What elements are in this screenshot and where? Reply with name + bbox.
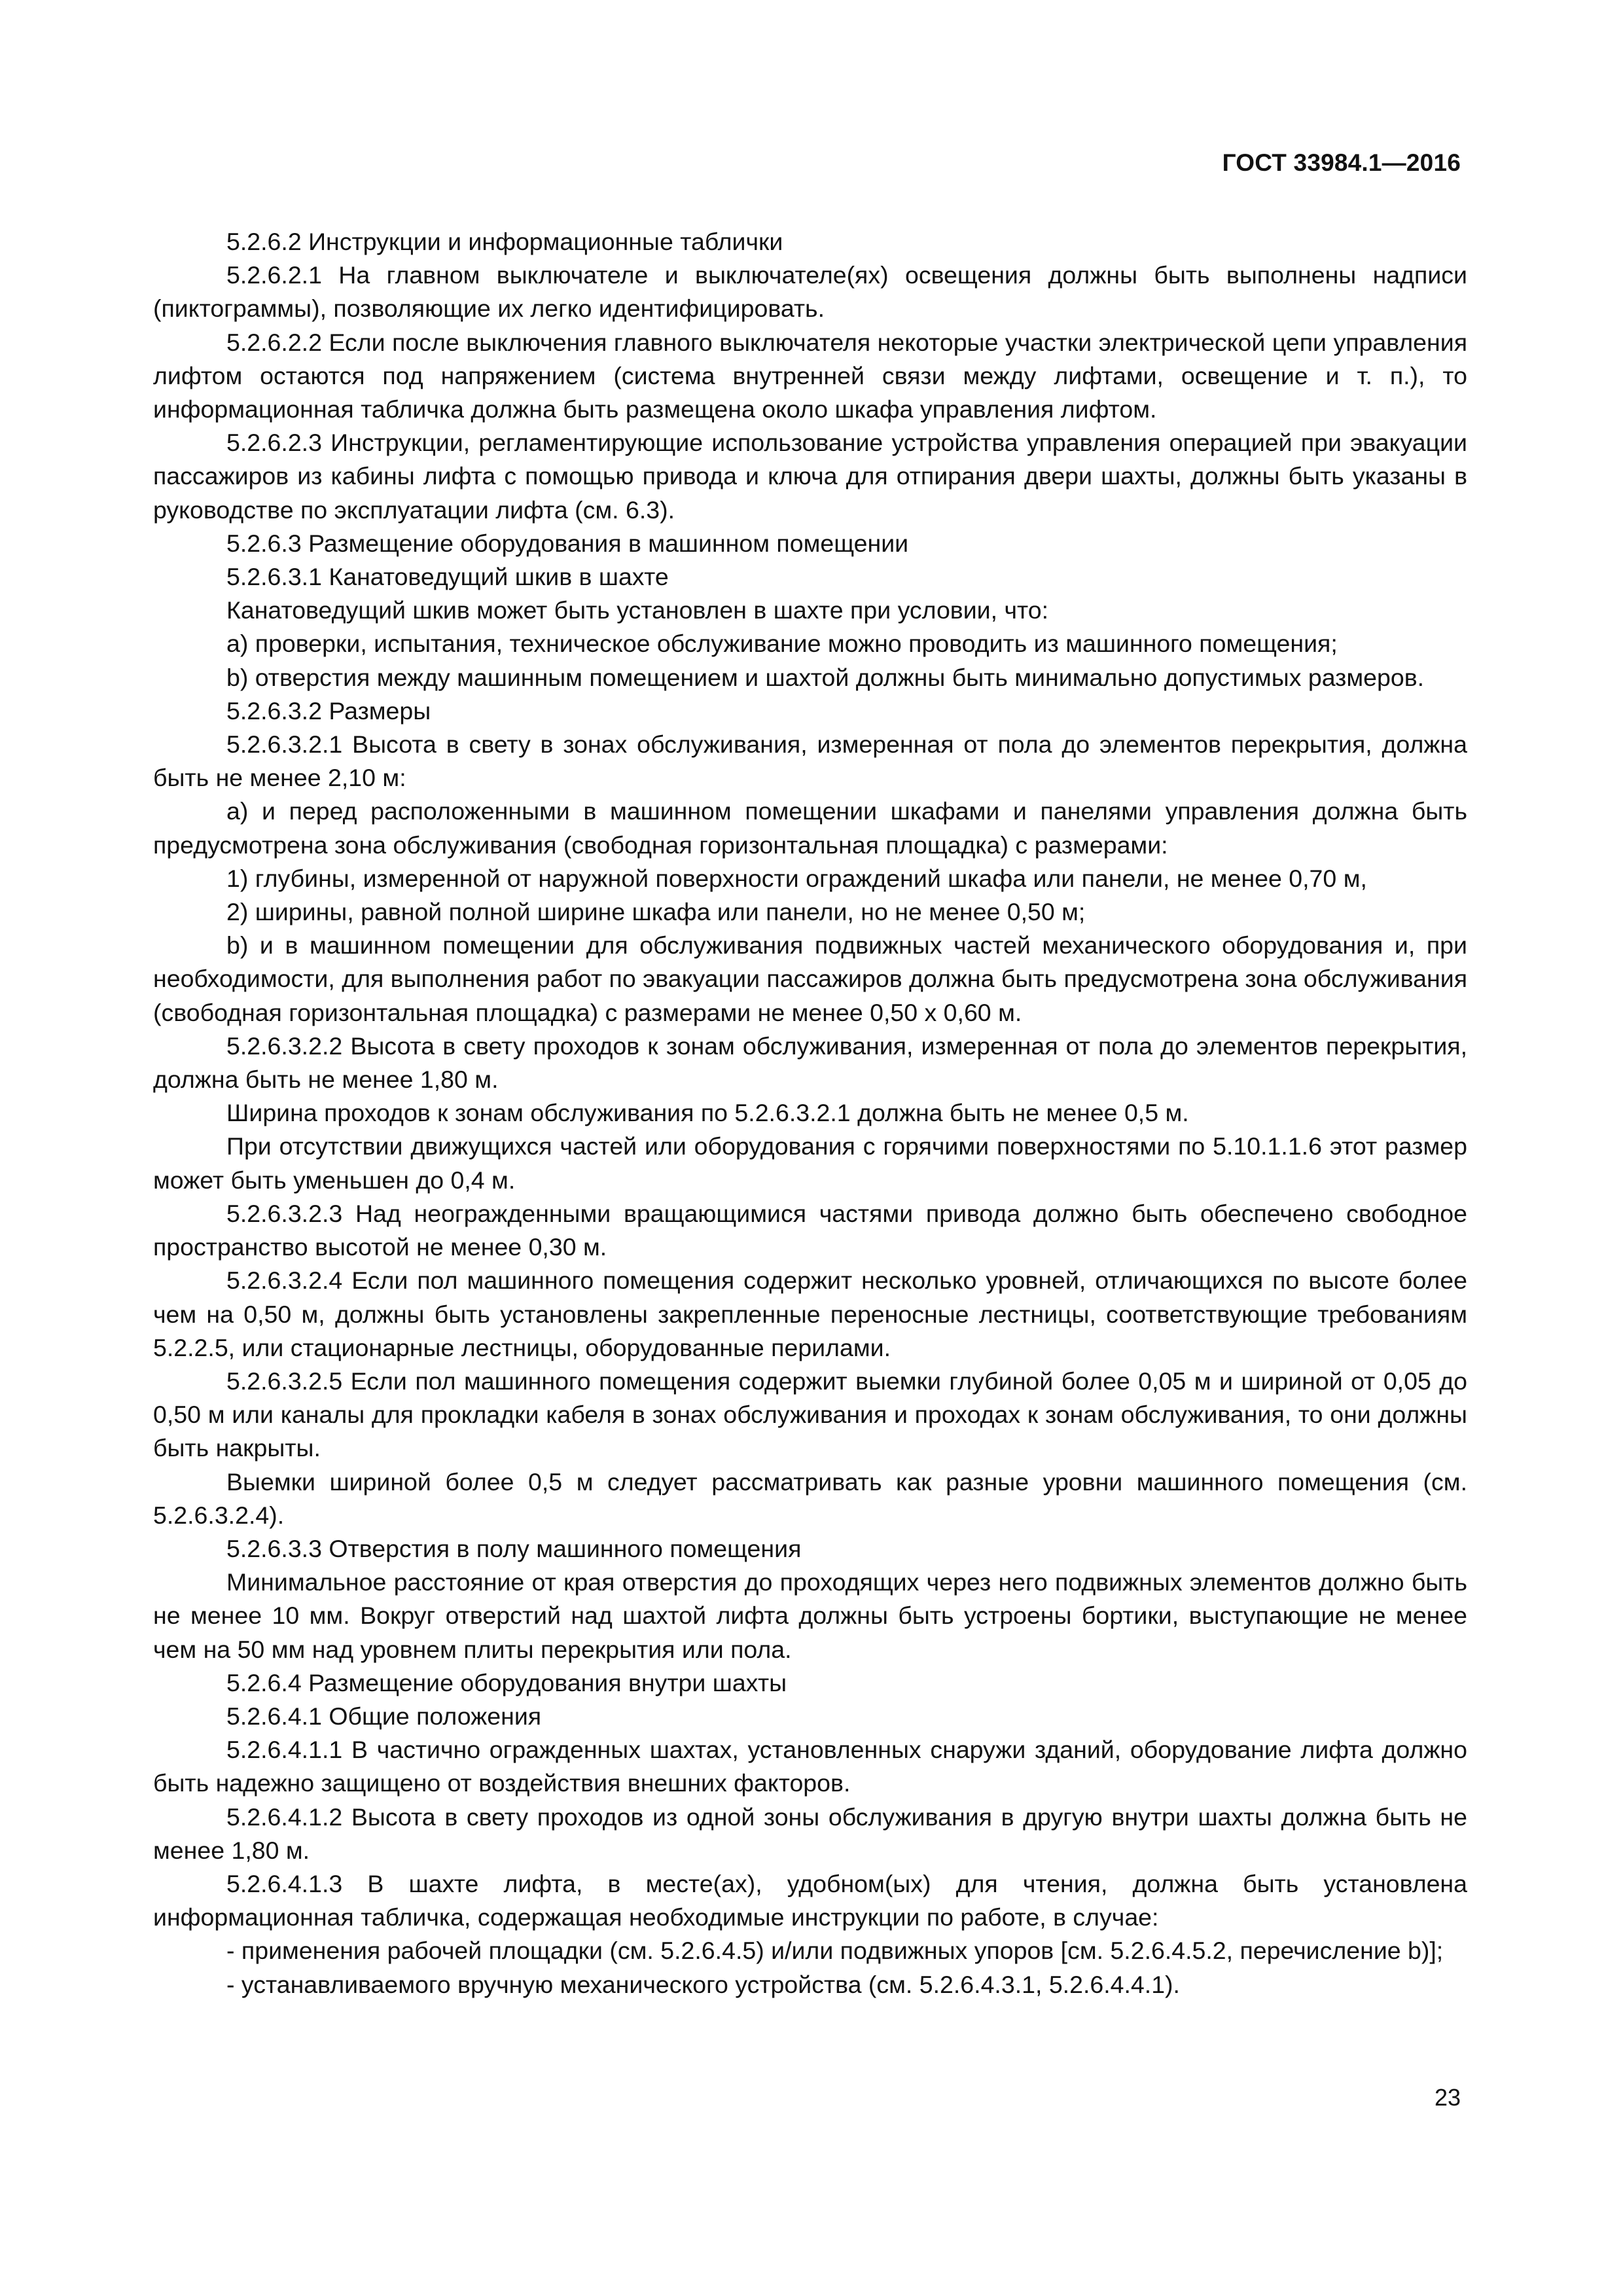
paragraph-5-2-6-4: 5.2.6.4 Размещение оборудования внутри шахты [226, 1668, 787, 1696]
paragraph-5-2-6-2: 5.2.6.2 Инструкции и информационные таблички [226, 228, 783, 255]
list-item-b-service-zone: b) и в машинном помещении для обслуживания подвижных частей механического оборудования и, при необходимости, для выполнения работ по эвакуации пассажиров должна быть предусмотрена зона обслуживания (свободная горизонтальная площадка) с размерами не менее 0,50 x 0,60 м. [153, 931, 1467, 1026]
paragraph-5-2-6-3-2-2: 5.2.6.3.2.2 Высота в свету проходов к зонам обслуживания, измеренная от пола до элементов перекрытия, должна быть не менее 1,80 м. [153, 1031, 1467, 1094]
list-item-a-service-zone: a) и перед расположенными в машинном помещении шкафами и панелями управления должна быть предусмотрена зона обслуживания (свободная горизонтальная площадка) с размерами: [153, 797, 1467, 859]
paragraph-5-2-6-3-2-3: 5.2.6.3.2.3 Над неогражденными вращающимися частями привода должно быть обеспечено свободное пространство высотой не менее 0,30 м. [153, 1199, 1467, 1261]
list-item-a: a) проверки, испытания, техническое обслуживание можно проводить из машинного помещения; [226, 630, 1338, 658]
paragraph-no-moving-parts: При отсутствии движущихся частей или оборудования с горячими поверхностями по 5.10.1.1.6 этот размер может быть уменьшен до 0,4 м. [153, 1132, 1467, 1194]
paragraph-5-2-6-2-2: 5.2.6.2.2 Если после выключения главного выключателя некоторые участки электрической цепи управления лифтом остаются под напряжением (система внутренней связи между лифтами, освещение и т. п.), то информационная табличка должна быть размещена около шкафа управления лифтом. [153, 328, 1467, 423]
paragraph-5-2-6-4-1-2: 5.2.6.4.1.2 Высота в свету проходов из одной зоны обслуживания в другую внутри шахты должна быть не менее 1,80 м. [153, 1803, 1467, 1864]
document-code-header: ГОСТ 33984.1—2016 [1222, 149, 1461, 176]
paragraph-5-2-6-3-2-1: 5.2.6.3.2.1 Высота в свету в зонах обслуживания, измеренная от пола до элементов перекрытия, должна быть не менее 2,10 м: [153, 730, 1467, 792]
paragraph-5-2-6-4-1-3: 5.2.6.4.1.3 В шахте лифта, в месте(ах), удобном(ых) для чтения, должна быть установлена информационная табличка, содержащая необходимые инструкции по работе, в случае: [153, 1869, 1467, 1931]
paragraph-opening-distance: Минимальное расстояние от края отверстия до проходящих через него подвижных элементов должно быть не менее 10 мм. Вокруг отверстий над шахтой лифта должны быть устроены бортики, выступающие не менее чем на 50 мм над уровнем плиты перекрытия или пола. [153, 1568, 1467, 1663]
paragraph-5-2-6-3-2: 5.2.6.3.2 Размеры [226, 696, 431, 725]
paragraph-5-2-6-3-2-4: 5.2.6.3.2.4 Если пол машинного помещения содержит несколько уровней, отличающихся по высоте более чем на 0,50 м, должны быть установлены закрепленные переносные лестницы, соответствующие требованиям 5.2.2.5, или стационарные лестницы, оборудованные перилами. [153, 1266, 1467, 1361]
paragraph-5-2-6-3-3: 5.2.6.3.3 Отверстия в полу машинного помещения [226, 1534, 802, 1562]
paragraph-passage-width: Ширина проходов к зонам обслуживания по 5.2.6.3.2.1 должна быть не менее 0,5 м. [226, 1099, 1189, 1127]
list-item-depth: 1) глубины, измеренной от наружной поверхности ограждений шкафа или панели, не менее 0,70 м, [226, 864, 1367, 892]
paragraph-5-2-6-2-1: 5.2.6.2.1 На главном выключателе и выключателе(ях) освещения должны быть выполнены надписи (пиктограммы), позволяющие их легко идентифицировать. [153, 261, 1467, 323]
page-number: 23 [1434, 2084, 1461, 2111]
paragraph-5-2-6-4-1-1: 5.2.6.4.1.1 В частично огражденных шахтах, установленных снаружи зданий, оборудование лифта должно быть надежно защищено от воздействия внешних факторов. [153, 1736, 1467, 1797]
paragraph-5-2-6-3-1: 5.2.6.3.1 Канатоведущий шкив в шахте [226, 563, 669, 591]
paragraph-recess-width: Выемки шириной более 0,5 м следует рассматривать как разные уровни машинного помещения (см. 5.2.6.3.2.4). [153, 1467, 1467, 1529]
list-item-manual-device: - устанавливаемого вручную механического устройства (см. 5.2.6.4.3.1, 5.2.6.4.4.1). [226, 1970, 1180, 1998]
paragraph-5-2-6-3-2-5: 5.2.6.3.2.5 Если пол машинного помещения содержит выемки глубиной более 0,05 м и шириной от 0,05 до 0,50 м или каналы для прокладки кабеля в зонах обслуживания и проходах к зонам обслуживания, то они должны быть накрыты. [153, 1367, 1467, 1462]
paragraph-sheave-condition: Канатоведущий шкив может быть установлен в шахте при условии, что: [226, 596, 1049, 624]
paragraph-5-2-6-3: 5.2.6.3 Размещение оборудования в машинном помещении [226, 529, 909, 557]
list-item-width: 2) ширины, равной полной ширине шкафа или панели, но не менее 0,50 м; [226, 898, 1086, 926]
paragraph-5-2-6-4-1: 5.2.6.4.1 Общие положения [226, 1702, 542, 1730]
document-body [153, 225, 1467, 2001]
list-item-work-platform: - применения рабочей площадки (см. 5.2.6.4.5) и/или подвижных упоров [см. 5.2.6.4.5.2, перечисление b)]; [226, 1937, 1444, 1965]
paragraph-5-2-6-2-3: 5.2.6.2.3 Инструкции, регламентирующие использование устройства управления операцией при эвакуации пассажиров из кабины лифта с помощью привода и ключа для отпирания двери шахты, должны быть указаны в руководстве по эксплуатации лифта (см. 6.3). [153, 429, 1467, 524]
list-item-b: b) отверстия между машинным помещением и шахтой должны быть минимально допустимых размеров. [226, 663, 1425, 691]
